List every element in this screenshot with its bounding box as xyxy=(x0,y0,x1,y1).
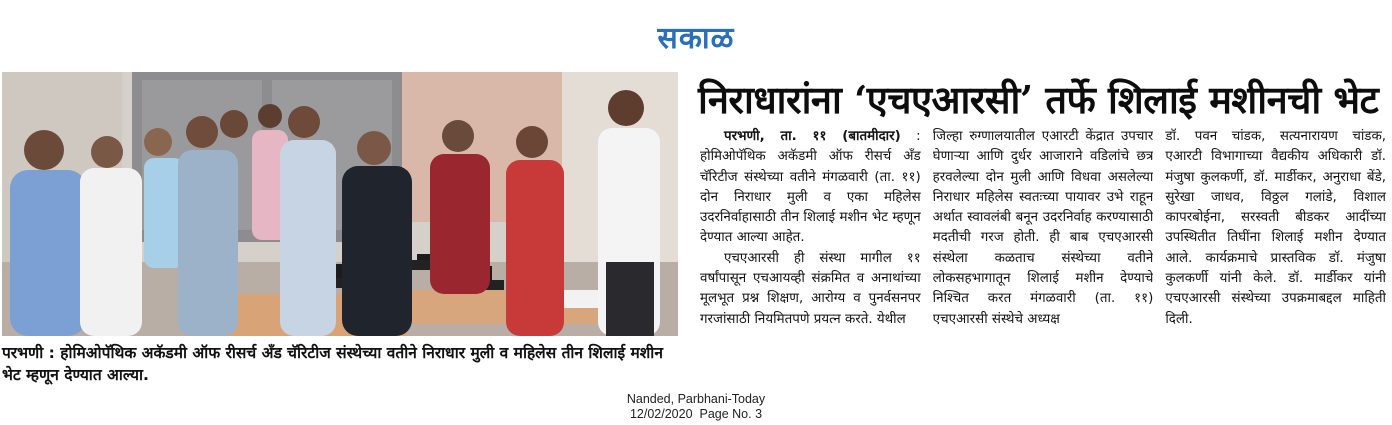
article-body xyxy=(700,127,1386,389)
article-dateline: परभणी, ता. ११ (बातमीदार) xyxy=(724,129,901,144)
article-column-1 xyxy=(700,127,921,389)
photo-caption: परभणी : होमिओपॅथिक अकॅडमी ऑफ रीसर्च अँड चॅरिटीज संस्थेच्या वतीने निराधार मुली व महिलेस तीन शिलाई मशीन भेट म्हणून देण्यात आल्या. xyxy=(2,344,663,384)
footer-date-page: 12/02/2020 Page No. 3 xyxy=(629,407,763,421)
newspaper-masthead: सकाळ xyxy=(657,21,735,56)
article-photo xyxy=(2,72,678,336)
article-lead-paragraph: : होमिओपॅथिक अकॅडमी ऑफ रीसर्च अँड चॅरिटीज संस्थेच्या वतीने मंगळवारी (ता. ११) दोन निराधार मुली व एका महिलेस उदरनिर्वाहासाठी तीन शिलाई मशीन भेट म्हणून देण्यात आल्या आहेत. xyxy=(700,129,921,246)
article-column-3: डॉ. पवन चांडक, सत्यनारायण चांडक, एआरटी विभागाच्या वैद्यकीय अधिकारी डॉ. मंजुषा कुलकर्णी, डॉ. मार्डीकर, अनुराधा बेंडे, सुरेखा जाधव, विठ्ठल गलांडे, विशाल कापरबोईना, सरस्वती बीडकर आदींच्या उपस्थितीत तिघींना शिलाई मशीन देण्यात आले. कार्यक्रमाचे प्रास्तविक डॉ. मंजुषा कुलकर्णी यांनी केले. डॉ. मार्डीकर यांनी एचएआरसी संस्थेच्या उपक्रमाबद्दल माहिती दिली. xyxy=(1165,129,1387,327)
footer-edition: Nanded, Parbhani-Today xyxy=(626,392,766,406)
article-headline: निराधारांना ‘एचएआरसी’ तर्फे शिलाई मशीनची भेट xyxy=(698,77,1379,122)
page-footer xyxy=(0,392,1392,422)
article-paragraph-2: एचएआरसी ही संस्था मागील ११ वर्षांपासून एचआयव्ही संक्रमित व अनाथांच्या मूलभूत प्रश्न शिक्षण, आरोग्य व पुनर्वसनपर गरजांसाठी नियमितपणे प्रयत्न करते. येथील xyxy=(700,250,921,327)
article-column-2: जिल्हा रुग्णालयातील एआरटी केंद्रात उपचार घेणाऱ्या आणि दुर्धर आजाराने वडिलांचे छत्र हरवलेल्या दोन मुली आणि विधवा असलेल्या निराधार महिलेस स्वतःच्या पायावर उभे राहून अर्थात स्वावलंबी बनून उदरनिर्वाह करण्यासाठी मदतीची गरज होती. ही बाब एचएआरसी संस्थेला कळताच संस्थेच्या वतीने लोकसहभागातून शिलाई मशीन देण्याचे निश्चित करत मंगळवारी (ता. ११) एचएआरसी संस्थेचे अध्यक्ष xyxy=(932,129,1154,327)
group-photo-illustration xyxy=(2,72,678,336)
